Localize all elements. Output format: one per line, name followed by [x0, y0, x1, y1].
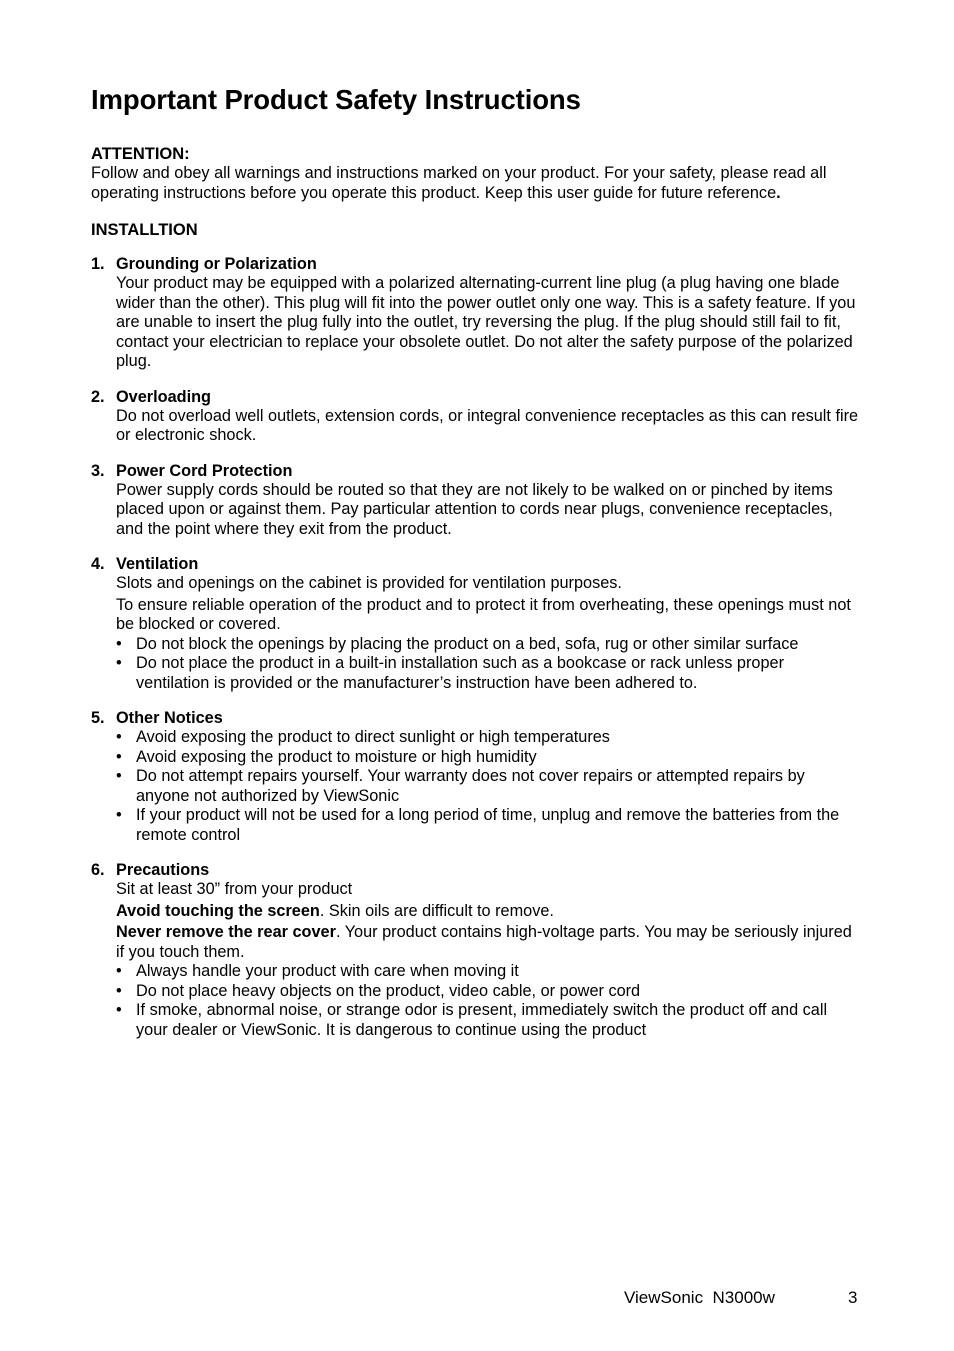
section-2 — [91, 387, 861, 446]
bullet-list — [91, 728, 861, 845]
bullet-icon: • — [116, 806, 122, 824]
footer-brand-model: ViewSonic N3000w — [624, 1288, 775, 1307]
section-title: Power Cord Protection — [116, 461, 293, 480]
section-heading — [91, 461, 861, 481]
emphasis-text: Never remove the rear cover — [116, 923, 336, 941]
section-paragraph — [116, 923, 861, 962]
section-paragraph: Slots and openings on the cabinet is provided for ventilation purposes. — [116, 574, 622, 592]
section-body — [91, 574, 861, 635]
instruction-sections — [91, 254, 861, 1040]
page-title: Important Product Safety Instructions — [91, 84, 581, 115]
attention-heading: ATTENTION: — [91, 145, 190, 163]
section-heading — [91, 254, 861, 274]
section-paragraph: Power supply cords should be routed so that they are not likely to be walked on or pinched by items placed upon or against them. Pay particular attention to cords near plugs, convenience receptacles, and the point where they exit from the product. — [116, 480, 833, 538]
section-4 — [91, 554, 861, 693]
section-paragraph: Sit at least 30” from your product — [116, 880, 353, 898]
section-paragraph — [116, 902, 861, 922]
section-6 — [91, 860, 861, 1040]
section-number: 3. — [91, 461, 105, 480]
list-item — [116, 806, 861, 845]
section-number: 1. — [91, 255, 105, 273]
list-item-text: If your product will not be used for a long period of time, unplug and remove the batteries from the remote control — [136, 806, 840, 844]
bullet-icon: • — [116, 981, 122, 1000]
section-title: Ventilation — [116, 555, 199, 573]
list-item-text: Avoid exposing the product to moisture or high humidity — [136, 747, 537, 766]
section-body — [91, 407, 861, 446]
list-item-text: Do not place heavy objects on the product, video cable, or power cord — [136, 981, 641, 1000]
list-item — [116, 962, 861, 982]
section-heading — [91, 860, 861, 880]
list-item — [116, 982, 861, 1002]
bullet-icon: • — [116, 767, 122, 785]
section-title: Overloading — [116, 387, 211, 406]
list-item-text: Do not block the openings by placing the product on a bed, sofa, rug or other similar surface — [136, 634, 799, 653]
installation-heading: INSTALLTION — [91, 221, 198, 239]
attention-period: . — [776, 183, 781, 202]
section-heading — [91, 387, 861, 407]
list-item-text: Avoid exposing the product to direct sunlight or high temperatures — [136, 728, 610, 746]
bullet-icon: • — [116, 728, 122, 746]
bullet-icon: • — [116, 962, 122, 980]
section-number: 5. — [91, 709, 105, 727]
bullet-icon: • — [116, 747, 122, 766]
section-1 — [91, 254, 861, 372]
section-paragraph: Your product may be equipped with a polarized alternating-current line plug (a plug having one blade wider than the other). This plug will fit into the power outlet only one way. This is a safety feature. If you are unable to insert the plug fully into the outlet, try reversing the plug. If the plug should still fail to fit, contact your electrician to replace your obsolete outlet. Do not alter the safety purpose of the polarized plug. — [116, 274, 856, 370]
bullet-icon: • — [116, 654, 122, 672]
list-item-text: Do not place the product in a built-in installation such as a bookcase or rack unless proper ventilation is provided or the manufacturer’s instruction have been adhered to. — [136, 654, 784, 692]
section-number: 6. — [91, 861, 105, 879]
list-item — [116, 748, 861, 768]
bullet-icon: • — [116, 634, 122, 653]
section-body — [91, 880, 861, 962]
footer-page-number: 3 — [848, 1288, 858, 1307]
list-item — [116, 767, 861, 806]
section-title: Other Notices — [116, 709, 223, 727]
section-body — [91, 481, 861, 540]
section-paragraph: To ensure reliable operation of the product and to protect it from overheating, these openings must not be blocked or covered. — [116, 595, 851, 633]
list-item — [116, 635, 861, 655]
section-body — [91, 274, 861, 372]
attention-text — [91, 164, 861, 203]
list-item-text: Do not attempt repairs yourself. Your warranty does not cover repairs or attempted repairs by anyone not authorized by ViewSonic — [136, 767, 805, 805]
bullet-icon: • — [116, 1001, 122, 1019]
list-item — [116, 728, 861, 748]
section-heading — [91, 708, 861, 728]
bullet-list — [91, 635, 861, 694]
section-heading — [91, 554, 861, 574]
attention-body: Follow and obey all warnings and instructions marked on your product. For your safety, please read all operating instructions before you operate this product. Keep this user guide for future reference — [91, 164, 827, 202]
list-item — [116, 654, 861, 693]
section-5 — [91, 708, 861, 845]
section-number: 2. — [91, 387, 105, 406]
section-3 — [91, 461, 861, 540]
section-title: Precautions — [116, 861, 210, 879]
section-number: 4. — [91, 555, 105, 573]
paragraph-text: . Your product contains high-voltage parts. You may be seriously injured if you touch them. — [116, 923, 852, 961]
section-paragraph: Do not overload well outlets, extension cords, or integral convenience receptacles as this can result fire or electronic shock. — [116, 406, 859, 444]
bullet-list — [91, 962, 861, 1040]
document-page — [91, 82, 861, 1055]
section-title: Grounding or Polarization — [116, 255, 317, 273]
paragraph-text: . Skin oils are difficult to remove. — [319, 901, 554, 920]
list-item — [116, 1001, 861, 1040]
list-item-text: Always handle your product with care when moving it — [136, 962, 519, 980]
emphasis-text: Avoid touching the screen — [116, 901, 320, 920]
list-item-text: If smoke, abnormal noise, or strange odor is present, immediately switch the product off and call your dealer or ViewSonic. It is dangerous to continue using the product — [136, 1001, 828, 1039]
